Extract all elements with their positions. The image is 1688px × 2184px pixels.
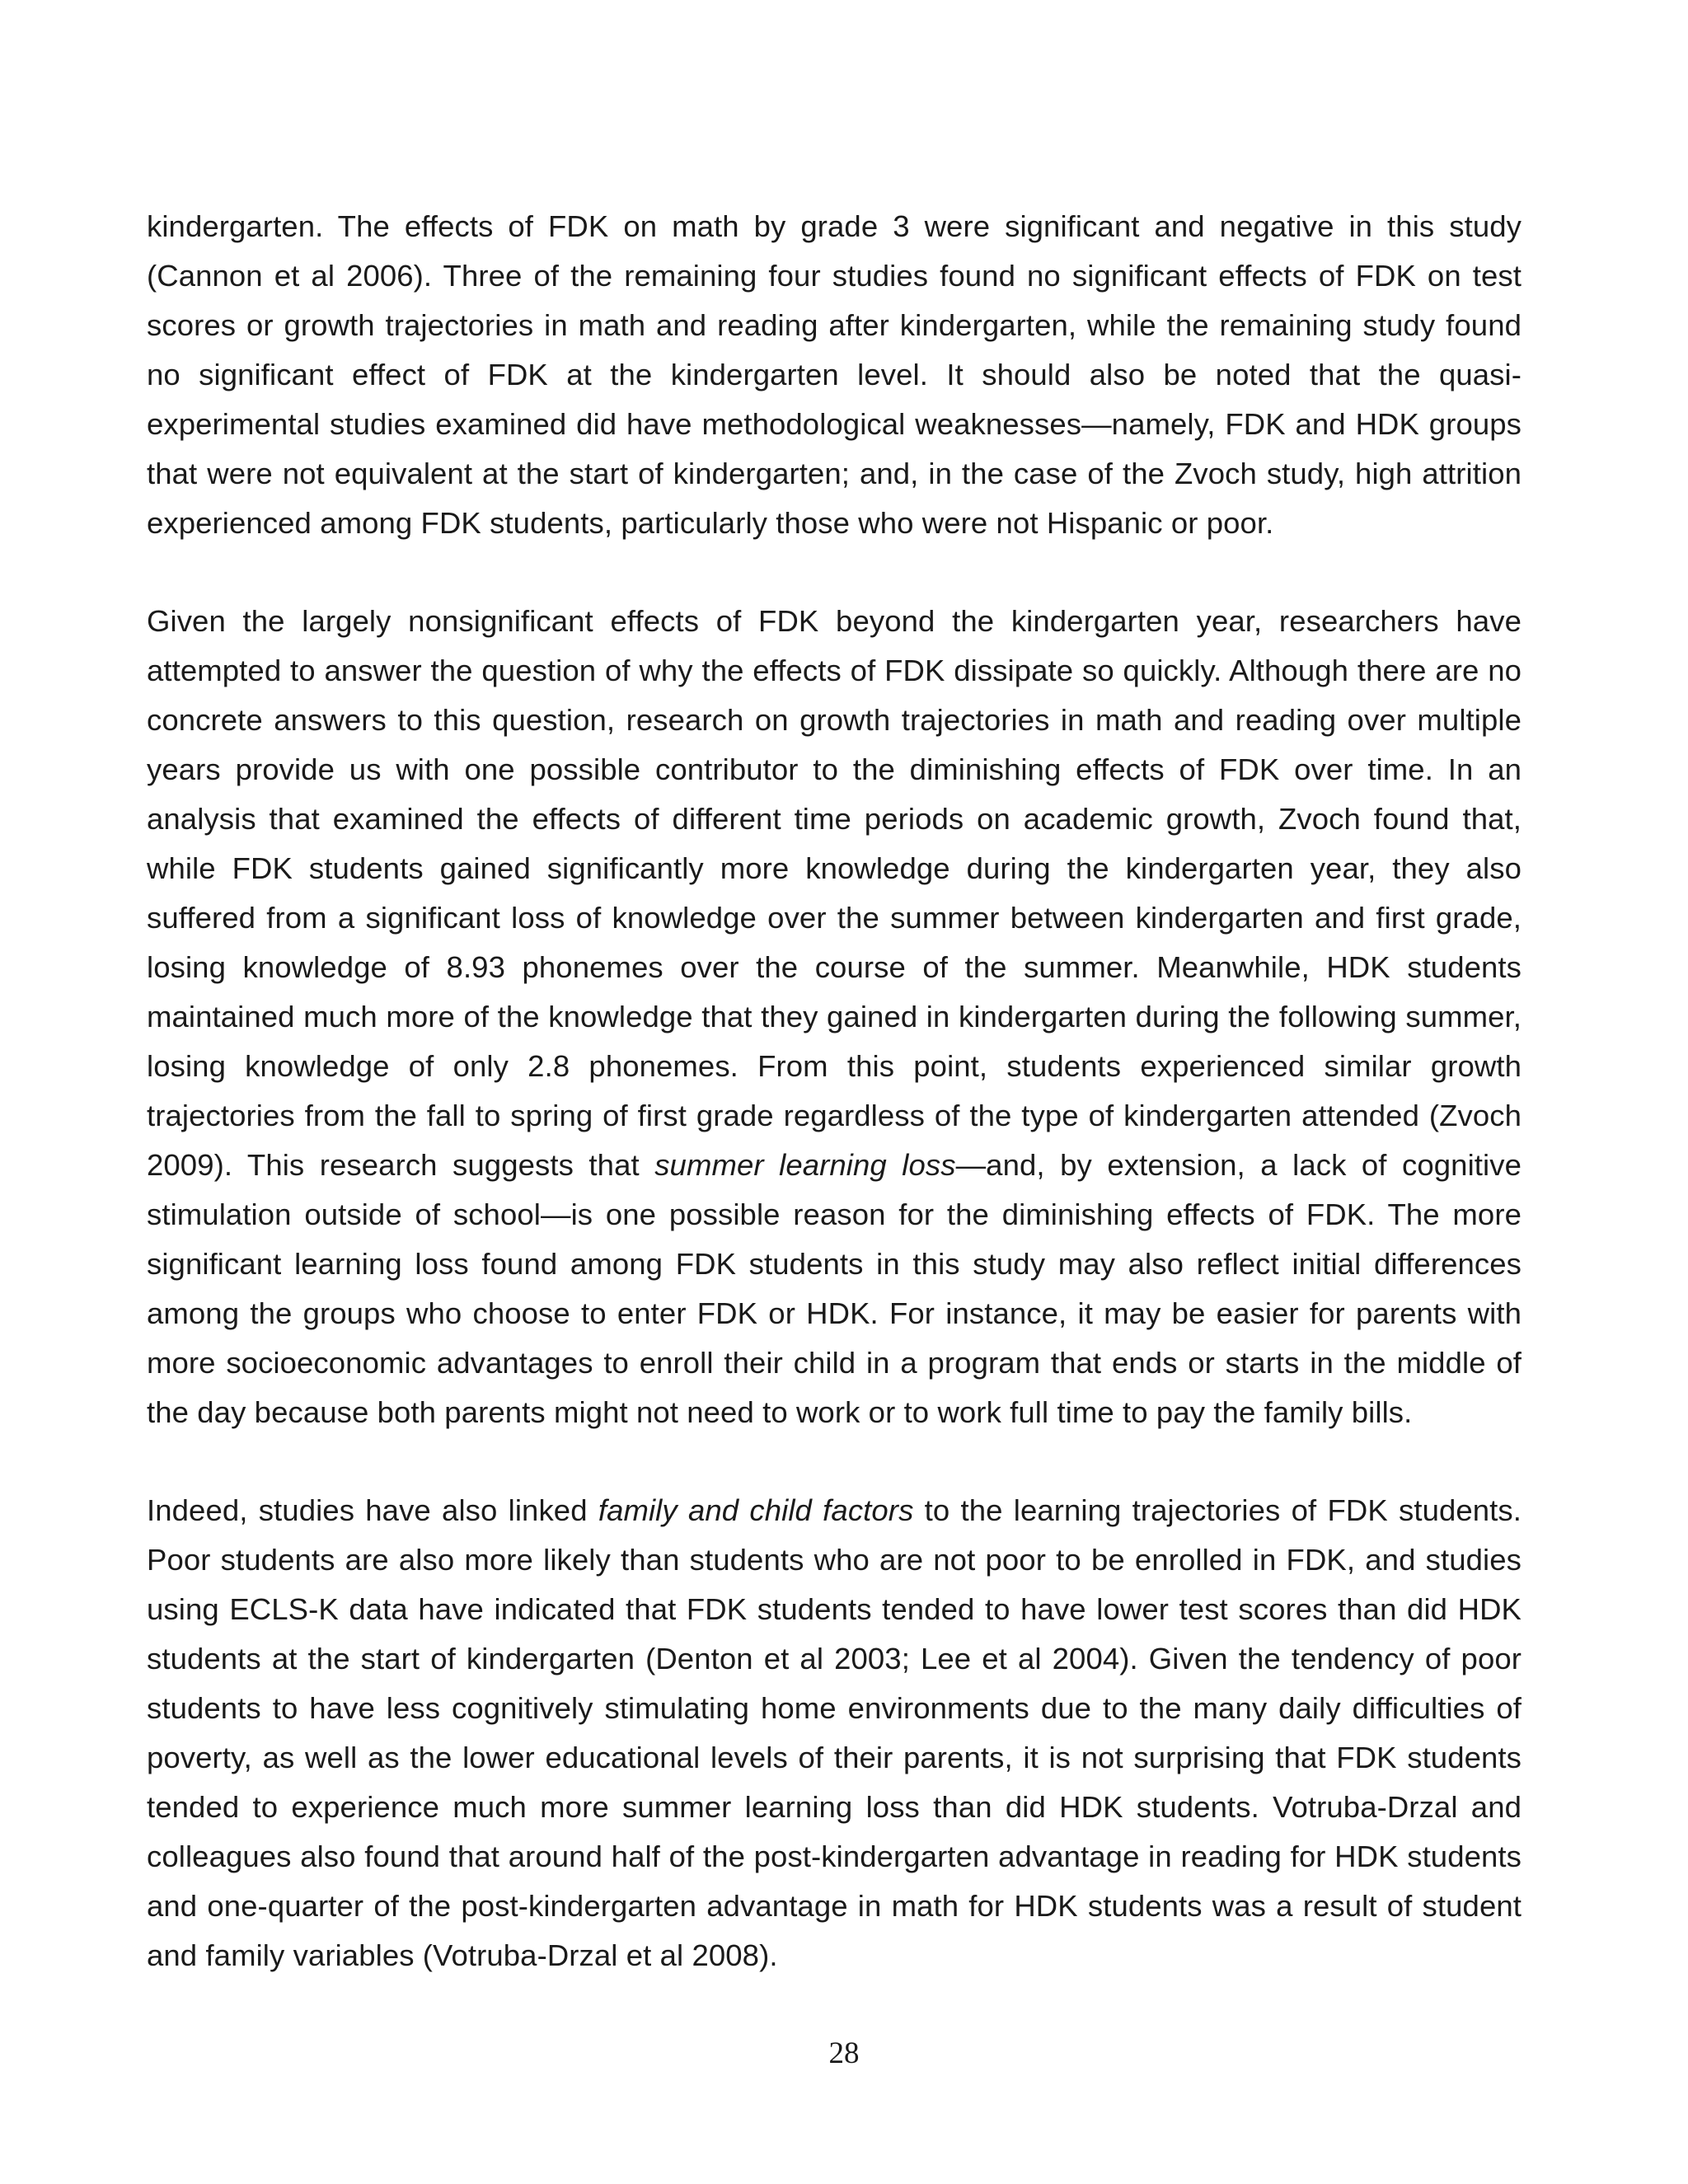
body-text <box>147 202 1522 1980</box>
paragraph-2 <box>147 597 1522 1437</box>
paragraph-1 <box>147 202 1522 548</box>
paragraph-3-text-b: to the learning trajectories of FDK students. Poor students are also more likely than students who are not poor to be enrolled in FDK, and studies using ECLS-K data have indicated that FDK students tended to have lower test scores than did HDK students at the start of kindergarten (Denton et al 2003; Lee et al 2004). Given the tendency of poor students to have less cognitively stimulating home environments due to the many daily difficulties of poverty, as well as the lower educational levels of their parents, it is not surprising that FDK students tended to experience much more summer learning loss than did HDK students. Votruba-Drzal and colleagues also found that around half of the post-kindergarten advantage in reading for HDK students and one-quarter of the post-kindergarten advantage in math for HDK students was a result of student and family variables (Votruba-Drzal et al 2008). <box>147 1493 1522 1972</box>
paragraph-3 <box>147 1486 1522 1980</box>
paragraph-1-text: kindergarten. The effects of FDK on math by grade 3 were significant and negative in this study (Cannon et al 2006). Three of the remaining four studies found no significant effects of FDK on test scores or growth trajectories in math and reading after kindergarten, while the remaining study found no significant effect of FDK at the kindergarten level. It should also be noted that the quasi-experimental studies examined did have methodological weaknesses—namely, FDK and HDK groups that were not equivalent at the start of kindergarten; and, in the case of the Zvoch study, high attrition experienced among FDK students, particularly those who were not Hispanic or poor. <box>147 209 1522 540</box>
emphasis-family-child-factors: family and child factors <box>598 1493 914 1527</box>
paragraph-2-text-b: —and, by extension, a lack of cognitive stimulation outside of school—is one possible reason for the diminishing effects of FDK. The more significant learning loss found among FDK students in this study may also reflect initial differences among the groups who choose to enter FDK or HDK. For instance, it may be easier for parents with more socioeconomic advantages to enroll their child in a program that ends or starts in the middle of the day because both parents might not need to work or to work full time to pay the family bills. <box>147 1148 1522 1429</box>
page-number: 28 <box>828 2036 860 2070</box>
emphasis-summer-learning-loss: summer learning loss <box>654 1148 956 1182</box>
paragraph-3-text-a: Indeed, studies have also linked <box>147 1493 598 1527</box>
paragraph-2-text-a: Given the largely nonsignificant effects of FDK beyond the kindergarten year, researchers have attempted to answer the question of why the effects of FDK dissipate so quickly. Although there are no concrete answers to this question, research on growth trajectories in math and reading over multiple years provide us with one possible contributor to the diminishing effects of FDK over time. In an analysis that examined the effects of different time periods on academic growth, Zvoch found that, while FDK students gained significantly more knowledge during the kindergarten year, they also suffered from a significant loss of knowledge over the summer between kindergarten and first grade, losing knowledge of 8.93 phonemes over the course of the summer. Meanwhile, HDK students maintained much more of the knowledge that they gained in kindergarten during the following summer, losing knowledge of only 2.8 phonemes. From this point, students experienced similar growth trajectories from the fall to spring of first grade regardless of the type of kindergarten attended (Zvoch 2009). This research suggests that <box>147 604 1522 1182</box>
